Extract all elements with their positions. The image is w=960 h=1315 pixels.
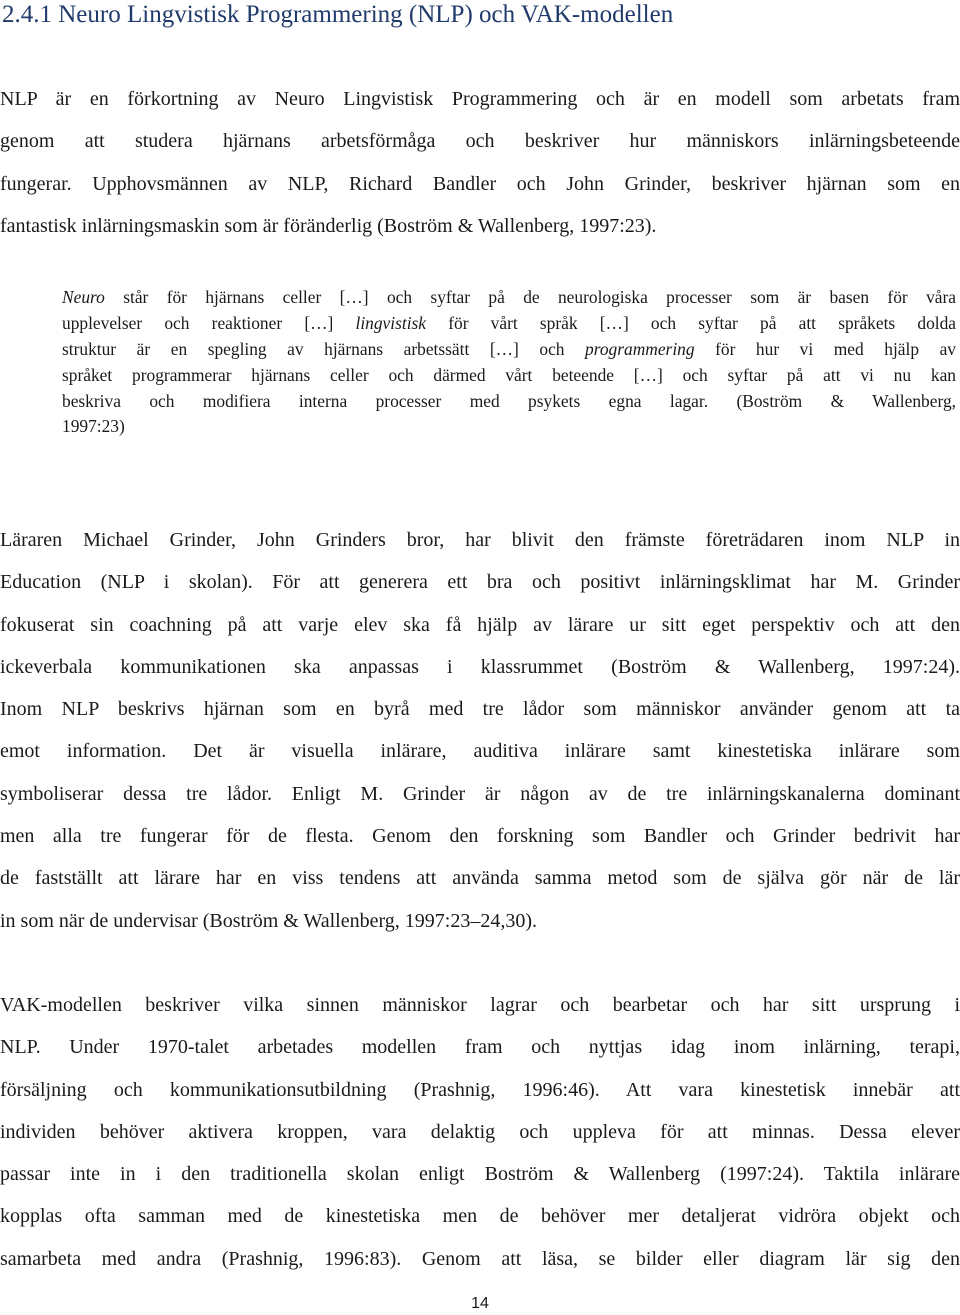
paragraph-line: ickeverbala kommunikationen ska anpassas i klassrummet (Boström & Wallenberg, 1997:24).	[0, 655, 960, 678]
paragraph-line: passar inte in i den traditionella skolan enligt Boström & Wallenberg (1997:24). Taktila inlärare	[0, 1163, 960, 1186]
quote-line	[62, 337, 956, 363]
quote-text: för vårt språk […] och syftar på att språkets dolda	[426, 312, 957, 333]
paragraph-vak-model	[0, 984, 960, 1280]
quote-text: för hur vi med hjälp av	[694, 338, 956, 359]
quote-text: står för hjärnans celler […] och syftar på de neurologiska processer som är basen för våra	[104, 287, 956, 307]
quote-line: språket programmerar hjärnans celler och därmed vårt beteende […] och syftar på att vi nu kan	[62, 364, 956, 385]
paragraph-line: fokuserat sin coachning på att varje elev ska få hjälp av lärare ur sitt eget perspektiv och att den	[0, 613, 960, 636]
paragraph-line: NLP. Under 1970-talet arbetades modellen fram och nyttjas idag inom inlärning, terapi,	[0, 1036, 960, 1059]
quote-term-programmering: programmering	[585, 338, 695, 359]
paragraph-nlp-intro	[0, 78, 960, 247]
paragraph-line: kopplas ofta samman med de kinestetiska men de behöver mer detaljerat vidröra objekt och	[0, 1205, 960, 1228]
paragraph-line: individen behöver aktivera kroppen, vara delaktig och uppleva för att minnas. Dessa elever	[0, 1120, 960, 1143]
paragraph-line: fungerar. Upphovsmännen av NLP, Richard Bandler och John Grinder, beskriver hjärnan som en	[0, 172, 960, 195]
block-quote	[62, 285, 956, 440]
paragraph-line: genom att studera hjärnans arbetsförmåga och beskriver hur människors inlärningsbeteende	[0, 130, 960, 153]
paragraph-line: fantastisk inlärningsmaskin som är föränderlig (Boström & Wallenberg, 1997:23).	[0, 214, 657, 237]
paragraph-line: Inom NLP beskrivs hjärnan som en byrå med tre lådor som människor använder genom att ta	[0, 698, 960, 721]
paragraph-michael-grinder	[0, 519, 960, 942]
quote-text: upplevelser och reaktioner […]	[62, 312, 356, 333]
paragraph-line: försäljning och kommunikationsutbildning (Prashnig, 1996:46). Att vara kinestetisk innebär att	[0, 1078, 960, 1101]
paragraph-line: de fastställt att lärare har en viss tendens att använda samma metod som de själva gör när de lär	[0, 867, 960, 890]
paragraph-line: NLP är en förkortning av Neuro Lingvistisk Programmering och är en modell som arbetats fram	[0, 88, 960, 110]
quote-line	[62, 311, 956, 337]
quote-text: struktur är en spegling av hjärnans arbetssätt […] och	[62, 338, 586, 359]
quote-term-lingvistisk: lingvistisk	[355, 312, 427, 333]
paragraph-line: men alla tre fungerar för de flesta. Genom den forskning som Bandler och Grinder bedrivit har	[0, 825, 960, 848]
paragraph-line: Education (NLP i skolan). För att generera ett bra och positivt inlärningsklimat har M. Grinder	[0, 571, 960, 594]
paragraph-line: symboliserar dessa tre lådor. Enligt M. Grinder är någon av de tre inlärningskanalerna dominant	[0, 782, 960, 805]
quote-term-neuro: Neuro	[62, 287, 105, 307]
quote-line: 1997:23)	[62, 416, 125, 437]
paragraph-line: samarbeta med andra (Prashnig, 1996:83). Genom att läsa, se bilder eller diagram lär sig den	[0, 1247, 960, 1270]
quote-line	[62, 285, 956, 311]
paragraph-line: Läraren Michael Grinder, John Grinders bror, har blivit den främste företrädaren inom NLP in	[0, 529, 960, 551]
paragraph-line: emot information. Det är visuella inlärare, auditiva inlärare samt kinestetiska inlärare som	[0, 740, 960, 763]
section-heading: 2.4.1 Neuro Lingvistisk Programmering (NLP) och VAK-modellen	[2, 1, 674, 28]
quote-line: beskriva och modifiera interna processer med psykets egna lagar. (Boström & Wallenberg,	[62, 390, 956, 411]
page-number: 14	[471, 1295, 489, 1312]
paragraph-line: VAK-modellen beskriver vilka sinnen människor lagrar och bearbetar och har sitt ursprung i	[0, 994, 960, 1016]
paragraph-line: in som när de undervisar (Boström & Wallenberg, 1997:23–24,30).	[0, 909, 538, 932]
